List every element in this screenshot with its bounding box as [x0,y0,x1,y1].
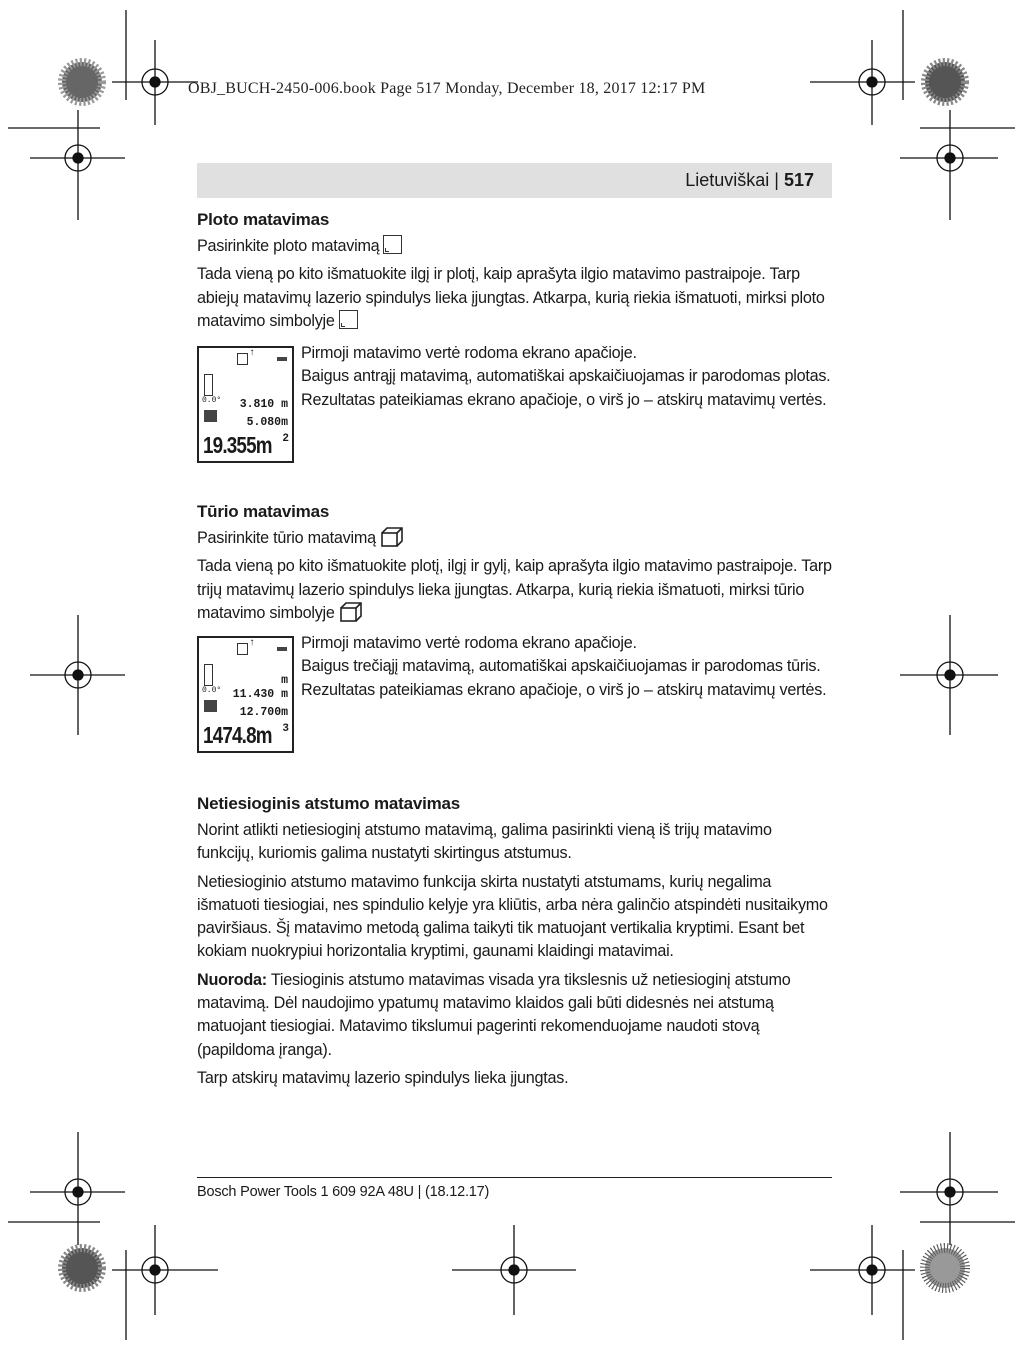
volume-mode-display-icon [204,700,217,712]
indirect-note [197,969,832,1062]
reference-level-icon [237,353,248,365]
volume-heading: Tūrio matavimas [197,502,330,521]
volume-intro [197,527,832,550]
level-icon [204,664,213,686]
level-icon [204,374,213,396]
volume-side-line1: Pirmoji matavimo vertė rodoma ekrano apačioje. [301,634,637,652]
area-paragraph [197,263,832,333]
volume-display-value2: 12.700m [239,706,288,719]
area-mode-display-icon [204,410,217,422]
area-display-illustration [197,346,294,463]
note-label: Nuoroda: [197,970,267,989]
indirect-section [197,794,832,1090]
volume-display-result: 1474.8m [203,722,272,748]
area-paragraph-text: Tada vieną po kito išmatuokite ilgį ir plotį, kaip aprašyta ilgio matavimo pastraipoje. Tarp abiejų matavimų lazerio spindulys lieka įjungtas. Atkarpa, kurią riekia išmatuoti, mirksi ploto matavimo simbolyje [197,265,825,330]
volume-display-value1: 11.430 m [232,688,288,701]
page-header [685,170,814,191]
area-side-line2: Baigus antrąjį matavimą, automatiškai apskaičiuojamas ir parodomas plotas. Rezultatas pateikiamas ekrano apačioje, o virš jo – atskirų matavimų vertės. [301,367,831,409]
book-slug-line: OBJ_BUCH-2450-006.book Page 517 Monday, December 18, 2017 12:17 PM [188,80,706,97]
area-intro [197,235,832,258]
footer-rule [197,1177,832,1178]
area-side-line1: Pirmoji matavimo vertė rodoma ekrano apačioje. [301,344,637,362]
area-display-value2: 5.080m [246,416,288,429]
battery-icon [277,647,287,651]
volume-paragraph [197,555,832,625]
area-display-angle: 0.0° [202,396,222,405]
header-language: Lietuviškai [685,170,770,190]
area-display-value1: 3.810 m [239,398,288,411]
indirect-paragraph3: Tarp atskirų matavimų lazerio spindulys lieka įjungtas. [197,1068,569,1087]
page-number: 517 [783,170,814,190]
header-separator: | [769,170,784,190]
volume-mode-icon [380,527,404,547]
indirect-heading: Netiesioginis atstumo matavimas [197,794,461,813]
volume-section [197,502,832,625]
indirect-paragraph1: Norint atlikti netiesioginį atstumo matavimą, galima pasirinkti vieną iš trijų matavimo funkcijų, kuriomis galima nustatyti skirtingus atstumus. [197,821,772,863]
volume-side-line2: Baigus trečiąjį matavimą, automatiškai apskaičiuojamas ir parodomas tūris. Rezultatas pateikiamas ekrano apačioje, o virš jo – atskirų matavimų vertės. [301,657,827,699]
volume-display-angle: 0.0° [202,686,222,695]
volume-display-unit-top: m [281,674,288,687]
battery-icon [277,357,287,361]
volume-intro-text: Pasirinkite tūrio matavimą [197,529,376,547]
indirect-paragraph2: Netiesioginio atstumo matavimo funkcija skirta nustatyti atstumams, kurių negalima išmatuoti tiesiogiai, nes spindulio kelyje yra kliūtis, arba nėra galinčio atspindėti nusitaikymo paviršiaus. Šį matavimo metodą galima taikyti tik matuojant vertikalia kryptimi. Esant bet kokiam nuokrypiui horizontalia kryptimi, gaunami klaidingi matavimai. [197,872,828,961]
area-heading: Ploto matavimas [197,210,330,229]
volume-display-exponent: 3 [282,723,289,735]
area-display-exponent: 2 [282,433,289,445]
page-header-bar [197,163,832,198]
area-mode-icon [383,235,402,254]
area-display-result: 19.355m [203,432,272,458]
area-mode-icon-inline [339,310,358,329]
reference-level-icon [237,643,248,655]
area-side-text [301,342,833,412]
volume-side-text [301,632,833,702]
area-section [197,210,832,333]
page-footer: Bosch Power Tools 1 609 92A 48U | (18.12.17) [197,1184,490,1200]
note-text: Tiesioginis atstumo matavimas visada yra tikslesnis už netiesioginį atstumo matavimą. Dėl naudojimo ypatumų matavimo klaidos gali būti didesnės nei atstumą matuojant tiesiogiai. Matavimo tikslumui pagerinti rekomenduojame naudoti stovą (papildoma įranga). [197,970,791,1059]
volume-paragraph-text: Tada vieną po kito išmatuokite plotį, ilgį ir gylį, kaip aprašyta ilgio matavimo pastraipoje. Tarp trijų matavimų lazerio spindulys lieka įjungtas. Atkarpa, kurią riekia išmatuoti, mirksi tūrio matavimo simbolyje [197,557,832,622]
volume-display-illustration [197,636,294,753]
volume-mode-icon-inline [339,602,363,622]
area-intro-text: Pasirinkite ploto matavimą [197,237,380,255]
